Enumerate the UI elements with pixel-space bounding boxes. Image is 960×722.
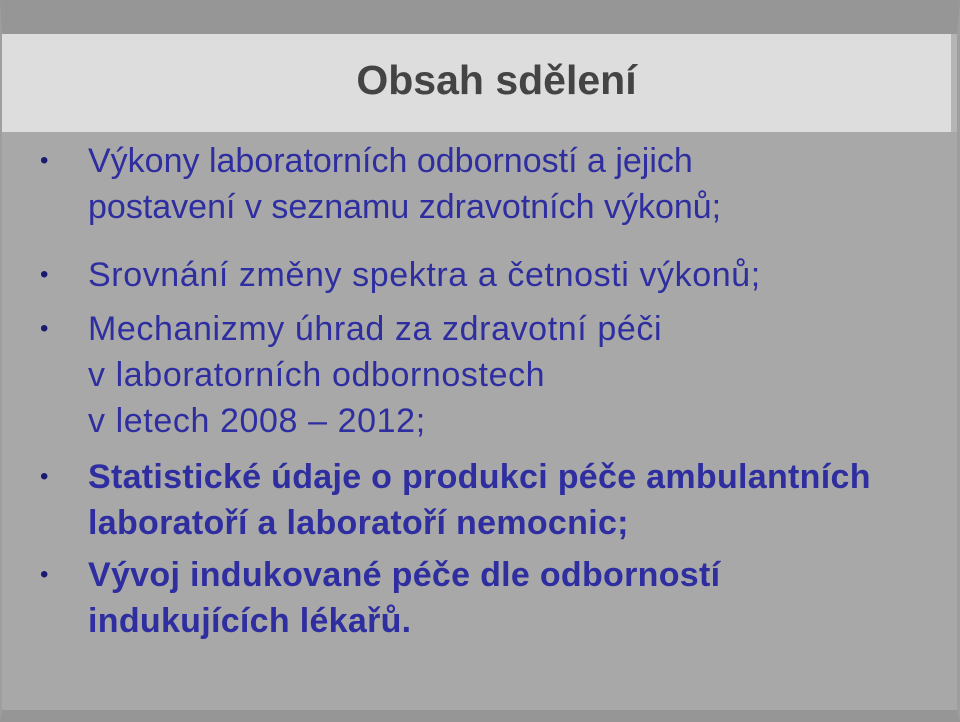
slide-title: Obsah sdělení xyxy=(356,57,637,103)
bullet-line: indukujících lékařů. xyxy=(88,602,412,640)
bullet-text xyxy=(88,252,948,298)
bullet-line: v letech 2008 – 2012; xyxy=(88,402,426,440)
bullet-line: postavení v seznamu zdravotních výkonů; xyxy=(88,188,722,226)
bullet-line: Srovnání změny spektra a četnosti výkonů; xyxy=(88,256,761,294)
bullet-line: Mechanizmy úhrad za zdravotní péči xyxy=(88,310,663,348)
bullet-dot-icon: • xyxy=(40,315,49,342)
bullet-text xyxy=(88,552,948,644)
bullet-dot-icon: • xyxy=(40,463,49,490)
bullet-line: laboratoří a laboratoří nemocnic; xyxy=(88,504,629,542)
bullet-text xyxy=(88,306,948,444)
bullet-line: Statistické údaje o produkci péče ambulantních xyxy=(88,458,871,496)
title-band xyxy=(2,34,957,132)
bullet-text xyxy=(88,454,948,546)
bullet-dot-icon: • xyxy=(40,561,49,588)
bullet-dot-icon: • xyxy=(40,261,49,288)
bullet-dot-icon: • xyxy=(40,147,49,174)
bullet-text xyxy=(88,138,948,230)
bullet-line: v laboratorních odbornostech xyxy=(88,356,546,394)
bullet-line: Vývoj indukované péče dle odborností xyxy=(88,556,721,594)
bullet-line: Výkony laboratorních odborností a jejich xyxy=(88,142,693,180)
